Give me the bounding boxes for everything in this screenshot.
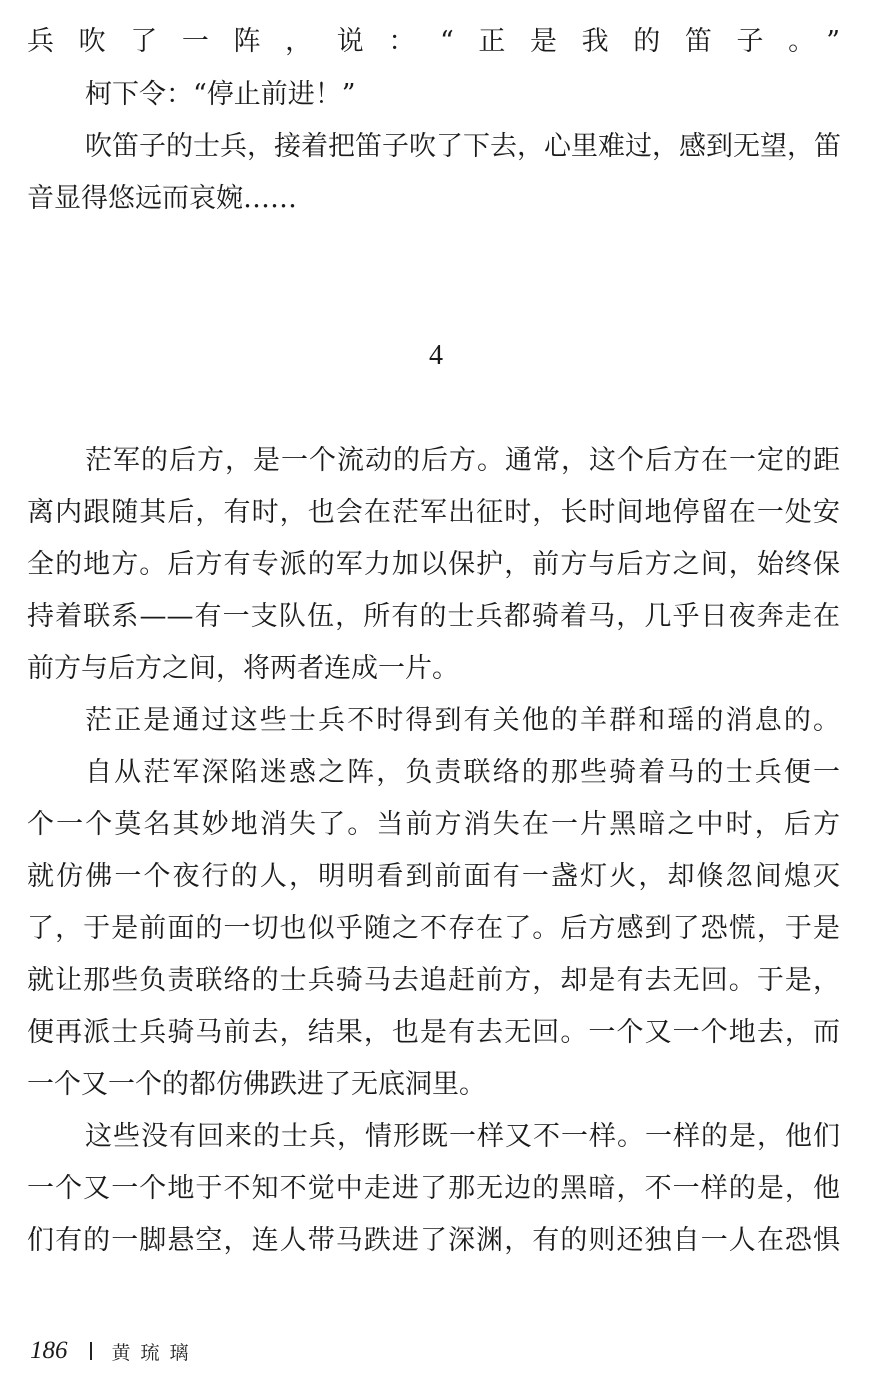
text-line: 柯下令：“停止前进！” [85,79,356,110]
text-line: 一个又一个地于不知不觉中走进了那无边的黑暗，不一样的是，他 [27,1173,840,1204]
text-line: 便再派士兵骑马前去，结果，也是有去无回。一个又一个地去，而 [27,1017,840,1048]
text-line: 一个又一个的都仿佛跌进了无底洞里。 [27,1069,486,1100]
page-footer [30,1333,199,1369]
text-line: 就让那些负责联络的士兵骑马去追赶前方，却是有去无回。于是， [27,965,840,996]
page-number: 186 [30,1337,68,1364]
text-line: 离内跟随其后，有时，也会在茫军出征时，长时间地停留在一处安 [27,497,840,528]
text-line: 茫正是通过这些士兵不时得到有关他的羊群和瑶的消息的。 [85,705,840,736]
text-line: 全的地方。后方有专派的军力加以保护，前方与后方之间，始终保 [27,549,840,580]
text-line: 吹笛子的士兵，接着把笛子吹了下去，心里难过，感到无望，笛 [85,131,841,162]
text-line: 这些没有回来的士兵，情形既一样又不一样。一样的是，他们 [85,1121,840,1152]
section-number: 4 [429,340,443,371]
text-line: 兵吹了一阵，说：“正是我的笛子。” [27,26,840,57]
text-line: 个一个莫名其妙地消失了。当前方消失在一片黑暗之中时，后方 [27,809,840,840]
text-line: 自从茫军深陷迷惑之阵，负责联络的那些骑着马的士兵便一 [85,757,840,788]
text-line: 音显得悠远而哀婉…… [27,183,297,214]
text-line: 持着联系——有一支队伍，所有的士兵都骑着马，几乎日夜奔走在 [27,601,840,632]
text-line: 前方与后方之间，将两者连成一片。 [27,653,459,684]
text-line: 了，于是前面的一切也似乎随之不存在了。后方感到了恐慌，于是 [27,913,840,944]
text-line: 茫军的后方，是一个流动的后方。通常，这个后方在一定的距 [85,445,840,476]
footer-divider [90,1342,92,1360]
running-title: 黄琉璃 [111,1341,199,1364]
text-line: 们有的一脚悬空，连人带马跌进了深渊，有的则还独自一人在恐惧 [27,1225,840,1256]
text-line: 就仿佛一个夜行的人，明明看到前面有一盏灯火，却倏忽间熄灭 [27,861,840,892]
